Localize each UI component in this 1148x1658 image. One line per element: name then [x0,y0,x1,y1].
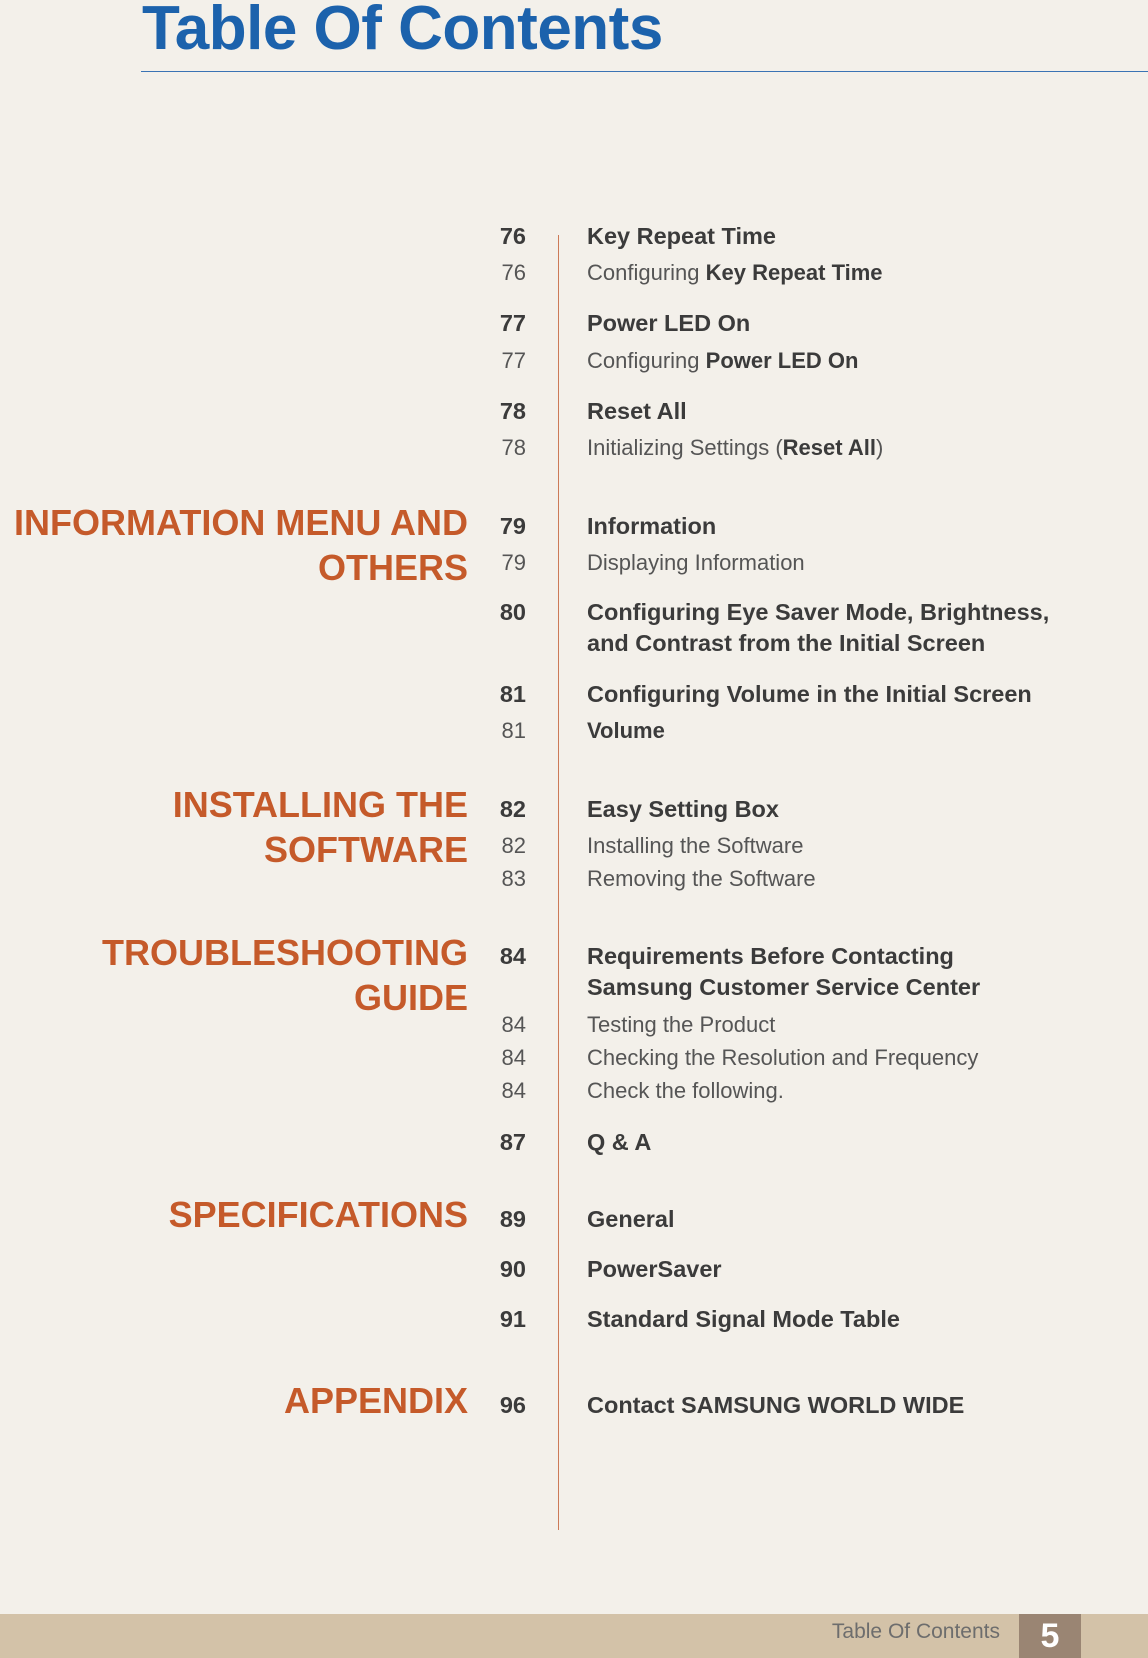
toc-page-number: 76 [499,223,526,249]
section-line: INSTALLING THE [172,784,468,825]
toc-entry-title: Easy Setting Box [587,796,779,822]
toc-subentry-title: Checking the Resolution and Frequency [587,1045,979,1070]
toc-entry-title: Reset All [587,398,687,424]
toc-subentry-title: Volume [587,718,665,743]
section-line: GUIDE [353,977,468,1018]
toc-page-number: 84 [501,1078,526,1103]
toc-subentry-title: Configuring Key Repeat Time [587,260,883,285]
toc-entry-title: Contact SAMSUNG WORLD WIDE [587,1392,965,1418]
section-line: OTHERS [317,547,468,588]
toc-divider-line [558,235,559,1530]
toc-page-number: 83 [501,866,526,891]
toc-subentry-title: Installing the Software [587,833,804,858]
toc-entry-title: Configuring Eye Saver Mode, Brightness, and Contrast from the Initial Screen [587,599,1050,656]
toc-subentry-title: Displaying Information [587,550,805,575]
toc-page-number: 81 [501,718,526,743]
toc-page-number: 84 [501,1045,526,1070]
toc-subentry-title: Configuring Power LED On [587,348,859,373]
toc-page-number: 79 [499,513,526,539]
toc-page-number: 80 [499,599,526,625]
toc-subentry-title: Check the following. [587,1078,784,1103]
toc-entry-title: Standard Signal Mode Table [587,1306,900,1332]
toc-page-number: 89 [499,1206,526,1232]
footer-label: Table Of Contents [831,1620,1000,1643]
toc-page-number: 84 [501,1012,526,1037]
toc-page-number: 82 [499,796,526,822]
section-line: TROUBLESHOOTING [102,932,468,973]
section-line: APPENDIX [283,1380,468,1421]
toc-page-number: 90 [499,1256,526,1282]
page-number-badge: 5 [1019,1614,1081,1658]
toc-entry-title: Information [587,513,717,539]
section-line: INFORMATION MENU AND [14,502,468,543]
toc-page-number: 76 [501,260,526,285]
toc-subentry-title: Initializing Settings (Reset All) [587,435,884,460]
toc-entry-title: Power LED On [587,310,751,336]
title-rule [141,71,1148,72]
toc-page-number: 77 [499,310,526,336]
toc-page-number: 79 [501,550,526,575]
toc-page-number: 87 [499,1129,526,1155]
section-line: SOFTWARE [264,829,468,870]
toc-entry-title: Requirements Before Contacting Samsung Customer Service Center [587,943,981,1000]
toc-page-number: 82 [501,833,526,858]
page-title: Table Of Contents [142,0,663,63]
toc-entry-title: Q & A [587,1129,652,1155]
toc-page-number: 78 [501,435,526,460]
toc-page-number: 78 [499,398,526,424]
toc-entry-title: Key Repeat Time [587,223,776,249]
toc-subentry-title: Testing the Product [587,1012,776,1037]
toc-page-number: 91 [499,1306,526,1332]
toc-subentry-title: Removing the Software [587,866,816,891]
toc-entry-title: PowerSaver [587,1256,722,1282]
toc-page-number: 96 [499,1392,526,1418]
toc-page-number: 84 [499,943,526,969]
toc-page-number: 81 [499,681,526,707]
toc-entry-title: Configuring Volume in the Initial Screen [587,681,1032,707]
toc-entry-title: General [587,1206,675,1232]
section-line: SPECIFICATIONS [168,1194,468,1235]
toc-page-number: 77 [501,348,526,373]
